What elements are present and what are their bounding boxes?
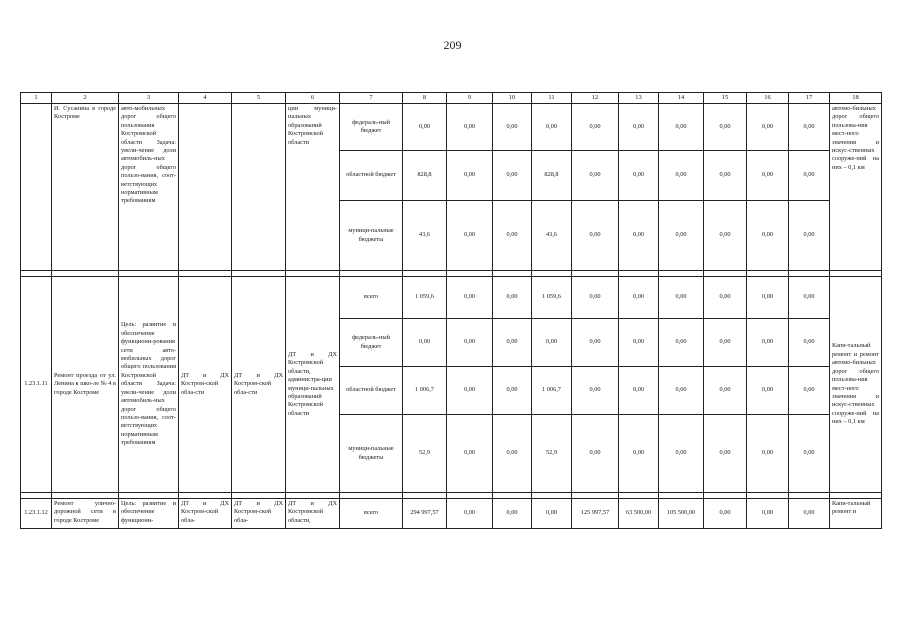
value-cell: 0,00	[704, 151, 747, 201]
value-cell: 125 997,57	[572, 499, 619, 529]
value-cell: 0,00	[447, 415, 493, 493]
header-row	[21, 93, 882, 104]
value-cell: 0,00	[704, 319, 747, 367]
value-cell: 0,00	[704, 415, 747, 493]
value-cell: 0,00	[789, 201, 830, 271]
value-cell: 0,00	[619, 415, 659, 493]
value-cell: 0,00	[747, 319, 789, 367]
value-cell: 0,00	[493, 201, 532, 271]
measure-name: Ремонт проезда от ул. Ленина к шко-ле № 4 в городе Костроме	[52, 277, 119, 493]
header-cell: 6	[286, 93, 340, 104]
participants-text: ДТ и ДХ Костромской области,	[286, 499, 340, 529]
result-text: Капи-тальный ремонт и	[830, 499, 882, 529]
value-cell: 63 500,00	[619, 499, 659, 529]
value-cell: 0,00	[789, 277, 830, 319]
value-cell: 0,00	[619, 277, 659, 319]
value-cell: 0,00	[403, 319, 447, 367]
value-cell: 0,00	[532, 499, 572, 529]
funding-source: всего	[340, 277, 403, 319]
measure-code: 1.23.1.12	[21, 499, 52, 529]
value-cell: 828,8	[403, 151, 447, 201]
header-cell: 2	[52, 93, 119, 104]
value-cell: 0,00	[572, 367, 619, 415]
funding-source: муници-пальные бюджеты	[340, 201, 403, 271]
value-cell: 0,00	[403, 104, 447, 151]
header-cell: 14	[659, 93, 704, 104]
value-cell: 0,00	[532, 104, 572, 151]
header-cell: 17	[789, 93, 830, 104]
value-cell: 0,00	[704, 367, 747, 415]
value-cell: 1 006,7	[403, 367, 447, 415]
value-cell: 0,00	[659, 367, 704, 415]
value-cell: 0,00	[747, 277, 789, 319]
table-row	[21, 104, 882, 151]
funding-source: всего	[340, 499, 403, 529]
header-cell: 11	[532, 93, 572, 104]
header-cell: 13	[619, 93, 659, 104]
funding-source: федераль-ный бюджет	[340, 104, 403, 151]
header-cell: 16	[747, 93, 789, 104]
value-cell: 105 500,00	[659, 499, 704, 529]
value-cell: 0,00	[619, 201, 659, 271]
value-cell: 0,00	[493, 367, 532, 415]
value-cell: 0,00	[572, 151, 619, 201]
customer-cell: ДТ и ДХ Костром-ской обла-сти	[179, 277, 232, 493]
header-cell: 1	[21, 93, 52, 104]
participants-text: ДТ и ДХ Костромской области, администра-ции муници-пальных образований Костромской области	[286, 277, 340, 493]
value-cell: 0,00	[572, 201, 619, 271]
value-cell: 0,00	[447, 319, 493, 367]
table-row	[21, 499, 882, 529]
funding-source: муници-пальные бюджеты	[340, 415, 403, 493]
value-cell: 0,00	[704, 201, 747, 271]
value-cell: 0,00	[447, 277, 493, 319]
header-cell: 9	[447, 93, 493, 104]
value-cell: 0,00	[659, 104, 704, 151]
value-cell: 0,00	[619, 367, 659, 415]
header-cell: 15	[704, 93, 747, 104]
header-cell: 8	[403, 93, 447, 104]
header-cell: 5	[232, 93, 286, 104]
value-cell: 0,00	[447, 201, 493, 271]
table-row	[21, 277, 882, 319]
funding-source: областной бюджет	[340, 151, 403, 201]
value-cell: 0,00	[493, 104, 532, 151]
value-cell: 828,8	[532, 151, 572, 201]
result-text: Капи-тальный ремонт и ремонт автомо-бильных дорог общего пользова-ния мест-ного значения и искус-ственных сооруже-ний на них – 0,1 км	[830, 277, 882, 493]
value-cell: 43,6	[403, 201, 447, 271]
value-cell: 0,00	[747, 104, 789, 151]
value-cell: 0,00	[789, 499, 830, 529]
value-cell: 0,00	[659, 201, 704, 271]
value-cell: 0,00	[789, 151, 830, 201]
value-cell: 0,00	[493, 415, 532, 493]
value-cell: 0,00	[572, 104, 619, 151]
value-cell: 0,00	[447, 104, 493, 151]
value-cell: 0,00	[659, 319, 704, 367]
customer-cell: ДТ и ДХ Костром-ской обла-	[179, 499, 232, 529]
value-cell: 0,00	[789, 367, 830, 415]
header-cell: 4	[179, 93, 232, 104]
goal-text: Цель: развитие и обеспечение функциони-	[119, 499, 179, 529]
budget-table	[20, 92, 882, 529]
participants-text: ции муници-пальных образований Костромской области	[286, 104, 340, 271]
value-cell: 0,00	[747, 415, 789, 493]
funding-source: федераль-ный бюджет	[340, 319, 403, 367]
header-cell: 10	[493, 93, 532, 104]
value-cell: 0,00	[493, 277, 532, 319]
value-cell: 0,00	[747, 201, 789, 271]
value-cell: 0,00	[532, 319, 572, 367]
value-cell: 0,00	[747, 367, 789, 415]
funding-source: областной бюджет	[340, 367, 403, 415]
header-cell: 12	[572, 93, 619, 104]
value-cell: 0,00	[572, 415, 619, 493]
value-cell: 0,00	[619, 151, 659, 201]
value-cell: 0,00	[659, 277, 704, 319]
executor-cell	[232, 104, 286, 271]
customer-cell	[179, 104, 232, 271]
value-cell: 52,9	[532, 415, 572, 493]
value-cell: 0,00	[619, 104, 659, 151]
page-number: 209	[443, 38, 462, 52]
measure-code: 1.23.1.11	[21, 277, 52, 493]
executor-cell: ДТ и ДХ Костром-ской обла-сти	[232, 277, 286, 493]
value-cell: 0,00	[493, 151, 532, 201]
value-cell: 0,00	[789, 104, 830, 151]
header-cell: 3	[119, 93, 179, 104]
value-cell: 0,00	[659, 151, 704, 201]
value-cell: 0,00	[747, 499, 789, 529]
value-cell: 0,00	[493, 319, 532, 367]
value-cell: 52,9	[403, 415, 447, 493]
goal-text: Цель: развитие и обеспечение функциони-рования сети авто-мобильных дорог общего пользования Костромской области Задача: увели-чение доли автомобиль-ных дорог общего пользо-вания, соот-ветствующих нормативным требованиям	[119, 277, 179, 493]
value-cell: 0,00	[619, 319, 659, 367]
value-cell: 0,00	[659, 415, 704, 493]
header-cell: 7	[340, 93, 403, 104]
value-cell: 0,00	[447, 499, 493, 529]
measure-name: Ремонт улично-дорожной сети в городе Костроме	[52, 499, 119, 529]
value-cell: 294 997,57	[403, 499, 447, 529]
value-cell: 1 006,7	[532, 367, 572, 415]
value-cell: 0,00	[704, 499, 747, 529]
value-cell: 0,00	[447, 367, 493, 415]
value-cell: 0,00	[572, 319, 619, 367]
executor-cell: ДТ и ДХ Костром-ской обла-	[232, 499, 286, 529]
value-cell: 1 059,6	[532, 277, 572, 319]
value-cell: 1 059,6	[403, 277, 447, 319]
value-cell: 0,00	[747, 151, 789, 201]
value-cell: 43,6	[532, 201, 572, 271]
value-cell: 0,00	[493, 499, 532, 529]
value-cell: 0,00	[789, 415, 830, 493]
code-cell	[21, 104, 52, 271]
header-cell: 18	[830, 93, 882, 104]
value-cell: 0,00	[789, 319, 830, 367]
value-cell: 0,00	[447, 151, 493, 201]
value-cell: 0,00	[704, 277, 747, 319]
measure-name: И. Сусанина в городе Костроме	[52, 104, 119, 271]
value-cell: 0,00	[572, 277, 619, 319]
result-text: автомо-бильных дорог общего пользова-ния мест-ного значения и искус-ственных сооруже-ний на них – 0,1 км	[830, 104, 882, 271]
value-cell: 0,00	[704, 104, 747, 151]
goal-text: авто-мобильных дорог общего пользования Костромской области Задача: увели-чение доли автомобиль-ных дорог общего пользо-вания, соот-ветствующих нормативным требованиям	[119, 104, 179, 271]
